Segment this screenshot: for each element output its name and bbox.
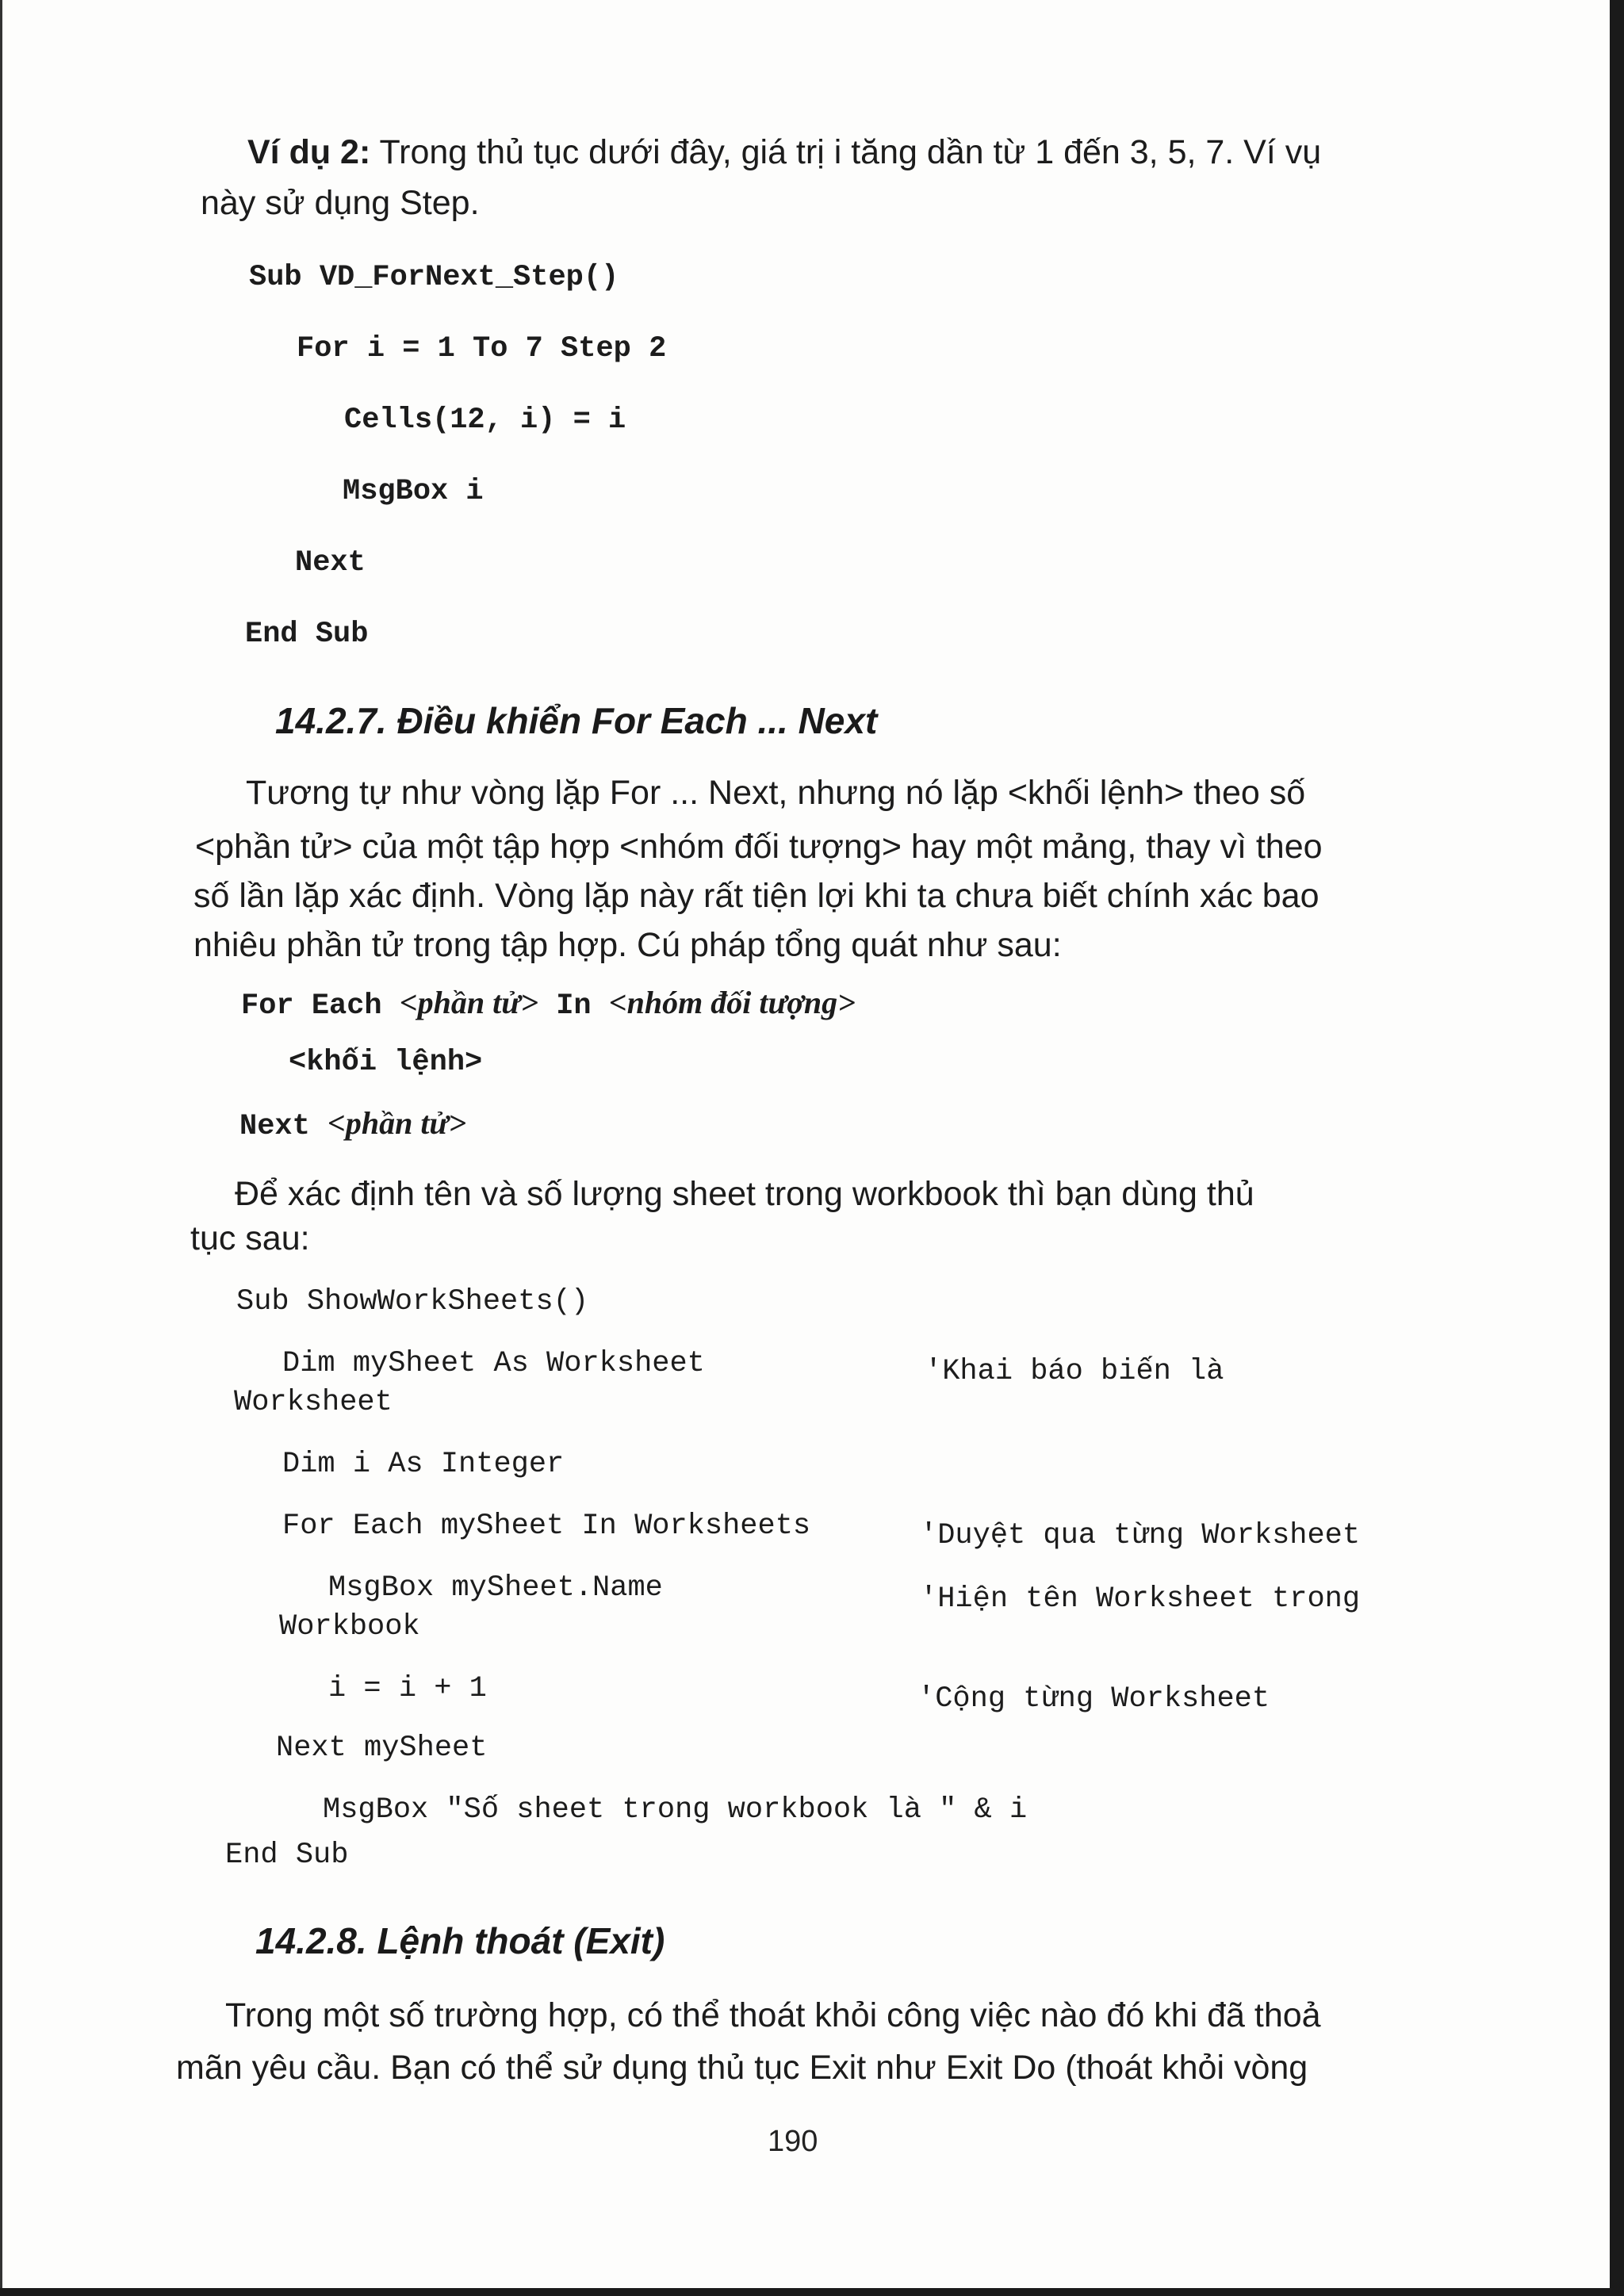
example-line-2: này sử dụng Step. [201, 184, 480, 222]
code2-line-msgbox-count: MsgBox "Số sheet trong workbook là " & i [323, 1793, 1028, 1827]
code2-line-incr: i = i + 1 [328, 1672, 487, 1705]
syntax-next-kw: Next [239, 1110, 328, 1143]
code2-line-next: Next mySheet [276, 1732, 488, 1765]
section2-para-line-1: Trong một số trường hợp, có thể thoát khỏi công việc nào đó khi đã thoả [225, 1996, 1321, 2034]
code2-line-for-each: For Each mySheet In Worksheets [282, 1510, 811, 1543]
syntax-group: <nhóm đối tượng> [608, 985, 856, 1020]
code1-line-for: For i = 1 To 7 Step 2 [297, 332, 667, 365]
section2-para-line-2: mãn yêu cầu. Bạn có thể sử dụng thủ tục Exit như Exit Do (thoát khỏi vòng [176, 2049, 1308, 2087]
syntax-next-line [239, 1104, 466, 1146]
code1-line-next: Next [295, 546, 366, 580]
code1-line-sub: Sub VD_ForNext_Step() [249, 261, 619, 294]
code2-comment-msgbox-name: 'Hiện tên Worksheet trong [920, 1582, 1361, 1616]
section1-para2-line-2: tục sau: [190, 1219, 310, 1257]
code2-comment-for-each: 'Duyệt qua từng Worksheet [920, 1519, 1361, 1552]
code1-line-end: End Sub [245, 618, 369, 651]
code1-line-cells: Cells(12, i) = i [344, 404, 626, 437]
syntax-for-each-line [241, 983, 856, 1026]
syntax-next-element: <phần tử> [327, 1105, 467, 1141]
code1-line-msgbox: MsgBox i [343, 475, 484, 508]
code2-line-dim-sheet: Dim mySheet As Worksheet [282, 1347, 705, 1380]
section1-para-line-2: <phần tử> của một tập hợp <nhóm đối tượng> hay một mảng, thay vì theo [195, 828, 1323, 866]
page-number: 190 [768, 2125, 818, 2158]
section1-para-line-3: số lần lặp xác định. Vòng lặp này rất tiện lợi khi ta chưa biết chính xác bao [193, 877, 1320, 915]
code2-line-msgbox-name-wrap: Workbook [279, 1610, 420, 1644]
section-heading-exit: 14.2.8. Lệnh thoát (Exit) [255, 1920, 665, 1961]
syntax-element: <phần tử> [399, 985, 538, 1020]
example-line-1 [247, 128, 1321, 176]
code2-line-msgbox-name: MsgBox mySheet.Name [328, 1571, 663, 1605]
page-edge-right [1610, 0, 1624, 2296]
code2-comment-incr: 'Cộng từng Worksheet [917, 1682, 1270, 1716]
section-heading-for-each: 14.2.7. Điều khiển For Each ... Next [275, 700, 878, 741]
code2-line-dim-sheet-wrap: Worksheet [234, 1386, 393, 1419]
syntax-for-each-kw: For Each [241, 989, 400, 1023]
example-text: Trong thủ tục dưới đây, giá trị i tăng dần từ 1 đến 3, 5, 7. Ví vụ [370, 133, 1322, 171]
code2-line-end: End Sub [225, 1839, 349, 1872]
page-edge-left [0, 0, 2, 2296]
section1-para-line-4: nhiêu phần tử trong tập hợp. Cú pháp tổng quát như sau: [193, 926, 1062, 964]
code2-comment-dim-sheet: 'Khai báo biến là [925, 1355, 1224, 1388]
code2-line-sub: Sub ShowWorkSheets() [236, 1285, 589, 1318]
example-label: Ví dụ 2: [247, 133, 371, 171]
code2-line-dim-i: Dim i As Integer [282, 1448, 565, 1481]
syntax-in-kw: In [538, 989, 609, 1023]
page-edge-bottom [0, 2288, 1624, 2296]
section1-para-line-1: Tương tự như vòng lặp For ... Next, nhưng nó lặp <khối lệnh> theo số [246, 774, 1306, 812]
section1-para2-line-1: Để xác định tên và số lượng sheet trong workbook thì bạn dùng thủ [235, 1175, 1254, 1213]
syntax-block-line: <khối lệnh> [289, 1046, 483, 1079]
